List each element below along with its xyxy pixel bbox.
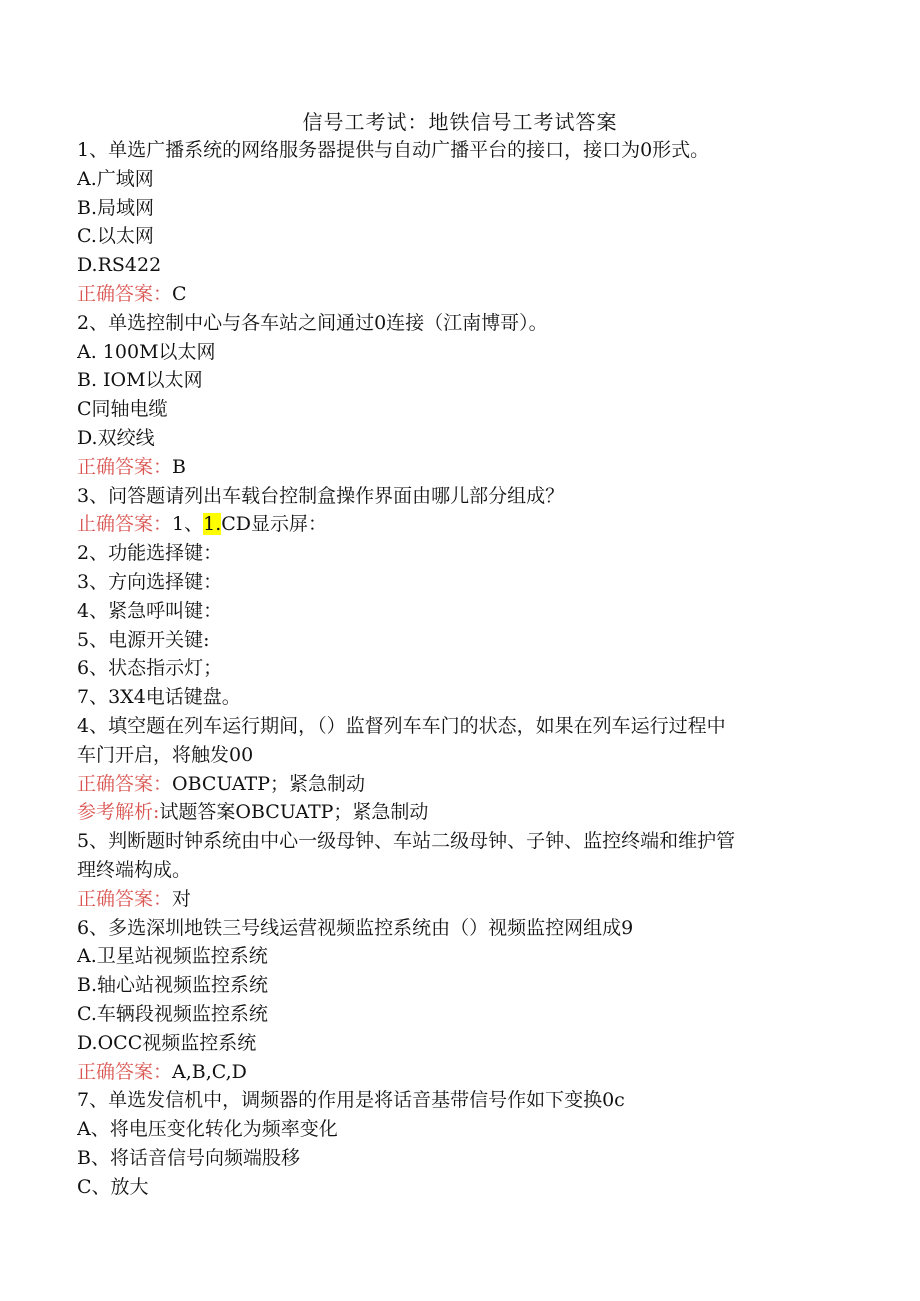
question-7-option-a: A、将电压变化转化为频率变化 [77,1118,338,1141]
question-3-item: 4、紧急呼叫键： [77,599,223,622]
analysis-label: 参考解析: [77,801,160,824]
answer-label: 正确答案： [77,455,173,478]
answer-value: OBCUATP；紧急制动 [172,772,366,795]
question-2-text: 2、单选控制中心与各车站之间通过0连接（江南博哥）。 [77,311,548,334]
question-6-text: 6、多选深圳地铁三号线运营视频监控系统由（）视频监控网组成9 [77,916,634,939]
answer-value: A,B,C,D [172,1060,247,1083]
question-4-answer [77,770,847,799]
question-6-option-b: B.轴心站视频监控系统 [77,974,269,997]
question-7-option-c: C、放大 [77,1175,149,1198]
answer-label: 正确答案： [77,1060,173,1083]
question-7-text: 7、单选发信机中，调频器的作用是将话音基带信号作如下变换0c [77,1089,625,1112]
question-1-answer [77,280,847,309]
question-2-option-d: D.双绞线 [77,426,155,449]
question-6-option-d: D.OCC视频监控系统 [77,1031,257,1054]
question-6-option-a: A.卫星站视频监控系统 [77,945,268,968]
answer-prefix: 1、 [172,513,204,536]
document-content [77,136,847,1201]
question-5-text-line-1: 5、判断题时钟系统由中心一级母钟、车站二级母钟、子钟、监控终端和维护管 [77,830,736,853]
question-2-option-b: B. IOM以太网 [77,369,203,392]
question-3-item: 7、3X4电话键盘。 [77,686,241,709]
question-4-text-line-2: 车门开启，将触发00 [77,743,254,766]
question-3-answer [77,510,847,539]
answer-label: 正确答案： [77,887,173,910]
answer-label: 正确答案： [77,772,173,795]
question-3-item: 3、方向选择键： [77,570,223,593]
question-2-answer [77,453,847,482]
answer-label: 正确答案： [77,282,173,305]
question-4-analysis [77,798,847,827]
question-6-answer [77,1058,847,1087]
question-3-item: 2、功能选择键： [77,542,223,565]
question-1-option-d: D.RS422 [77,254,162,277]
analysis-value: 试题答案OBCUATP；紧急制动 [159,801,429,824]
question-6-option-c: C.车辆段视频监控系统 [77,1002,268,1025]
answer-value: B [172,455,186,478]
question-1-text: 1、单选广播系统的网络服务器提供与自动广播平台的接口，接口为0形式。 [77,139,710,161]
question-7-option-b: B、将话音信号向频端股移 [77,1146,300,1169]
question-5-text-line-2: 理终端构成。 [77,858,192,881]
question-3-text: 3、问答题请列出车载台控制盒操作界面由哪儿部分组成？ [77,484,565,507]
question-1-option-a: A.广域网 [77,167,154,190]
document-title: 信号工考试：地铁信号工考试答案 [302,110,618,134]
question-2-option-a: A. 100M以太网 [77,340,216,363]
question-4-text-line-1: 4、填空题在列车运行期间，（）监督列车车门的状态，如果在列车运行过程中 [77,714,726,737]
question-5-answer [77,885,847,914]
question-3-item: 6、状态指示灯； [77,657,223,680]
answer-highlight: 1. [203,513,222,536]
answer-label: 止确答案： [77,513,173,536]
question-3-item: 5、电源开关键: [77,628,210,651]
answer-value: C [172,282,187,305]
question-1-option-b: B.局域网 [77,196,155,219]
answer-value: 对 [172,887,192,910]
question-2-option-c: C同轴电缆 [77,398,168,421]
answer-rest: CD显示屏： [221,513,328,536]
question-1-option-c: C.以太网 [77,225,154,248]
